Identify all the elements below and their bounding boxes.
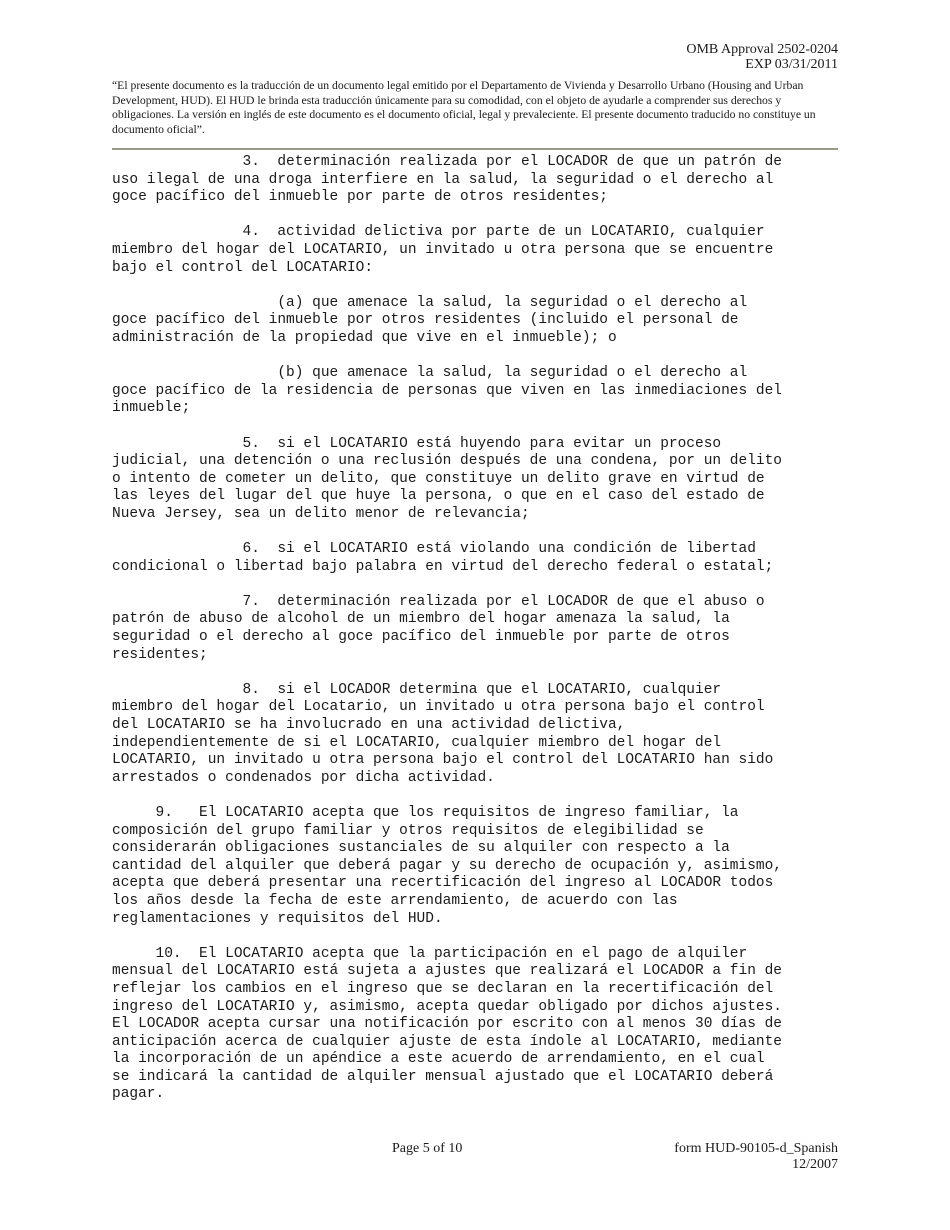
clause-4b: (b) que amenace la salud, la seguridad o el derecho al goce pacífico de la residencia de personas que viven en las inmediaciones del inmueble; [112, 365, 783, 417]
form-date: 12/2007 [792, 1157, 838, 1172]
clause-10: 10. El LOCATARIO acepta que la participación en el pago de alquiler mensual del LOCATARIO está sujeta a ajustes que realizará el LOCADOR a fin de reflejar los cambios en el ingreso que se declaran en la recertificación del ingreso del LOCATARIO y, asimismo, acepta quedar obligado por dichos ajustes. El LOCADOR acepta cursar una notificación por escrito con al menos 30 días de anticipación acerca de cualquier ajuste de esta índole al LOCATARIO, mediante la incorporación de un apéndice a este acuerdo de arrendamiento, en el cual se indicará la cantidad de alquiler mensual ajustado que el LOCATARIO deberá pagar. [112, 945, 783, 1103]
form-identifier [674, 1141, 838, 1173]
expiration-date: EXP 03/31/2011 [745, 57, 838, 72]
clause-9: 9. El LOCATARIO acepta que los requisitos de ingreso familiar, la composición del grupo familiar y otros requisitos de elegibilidad se considerarán obligaciones sustanciales de su alquiler con respecto a la cantidad del alquiler que deberá pagar y su derecho de ocupación y, asimismo, acepta que deberá presentar una recertificación del ingreso al LOCADOR todos los años desde la fecha de este arrendamiento, de acuerdo con las reglamentaciones y requisitos del HUD. [112, 804, 783, 927]
clause-4: 4. actividad delictiva por parte de un LOCATARIO, cualquier miembro del hogar del LOCATARIO, un invitado u otra persona que se encuentre bajo el control del LOCATARIO: [112, 224, 774, 276]
clause-4a: (a) que amenace la salud, la seguridad o el derecho al goce pacífico del inmueble por otros residentes (incluido el personal de administración de la propiedad que vive en el inmueble); o [112, 294, 748, 346]
omb-approval-number: OMB Approval 2502-0204 [686, 42, 838, 57]
translation-disclaimer: “El presente documento es la traducción de un documento legal emitido por el Departamento de Vivienda y Desarrollo Urbano (Housing and Urban Development, HUD). El HUD le brinda esta traducción únicamente para su comodidad, con el objeto de ayudarle a comprender sus derechos y obligaciones. La versión en inglés de este documento es el documento oficial, legal y prevaleciente. El presente documento traducido no constituye un documento oficial”. [112, 79, 816, 136]
clause-5: 5. si el LOCATARIO está huyendo para evitar un proceso judicial, una detención o una reclusión después de una condena, por un delito o intento de cometer un delito, que constituye un delito grave en virtud de las leyes del lugar del que huye la persona, o que en el caso del estado de Nueva Jersey, sea un delito menor de relevancia; [112, 435, 783, 522]
omb-approval-block [686, 42, 838, 72]
clause-6: 6. si el LOCATARIO está violando una condición de libertad condicional o libertad bajo palabra en virtud del derecho federal o estatal; [112, 541, 774, 575]
clause-3: 3. determinación realizada por el LOCADOR de que un patrón de uso ilegal de una droga interfiere en la salud, la seguridad o el derecho al goce pacífico del inmueble por parte de otros residentes; [112, 154, 783, 206]
page-number: Page 5 of 10 [392, 1141, 463, 1156]
clause-7: 7. determinación realizada por el LOCADOR de que el abuso o patrón de abuso de alcohol de un miembro del hogar amenaza la salud, la seguridad o el derecho al goce pacífico del inmueble por parte de otros residentes; [112, 593, 765, 663]
document-body [112, 154, 852, 1122]
clause-8: 8. si el LOCADOR determina que el LOCATARIO, cualquier miembro del hogar del Locatario, un invitado u otra persona bajo el control del LOCATARIO se ha involucrado en una actividad delictiva, independientemente de si el LOCATARIO, cualquier miembro del hogar del LOCATARIO, un invitado u otra persona bajo el control del LOCATARIO han sido arrestados o condenados por dicha actividad. [112, 681, 774, 786]
header-divider [112, 148, 838, 150]
form-number: form HUD-90105-d_Spanish [674, 1141, 838, 1156]
